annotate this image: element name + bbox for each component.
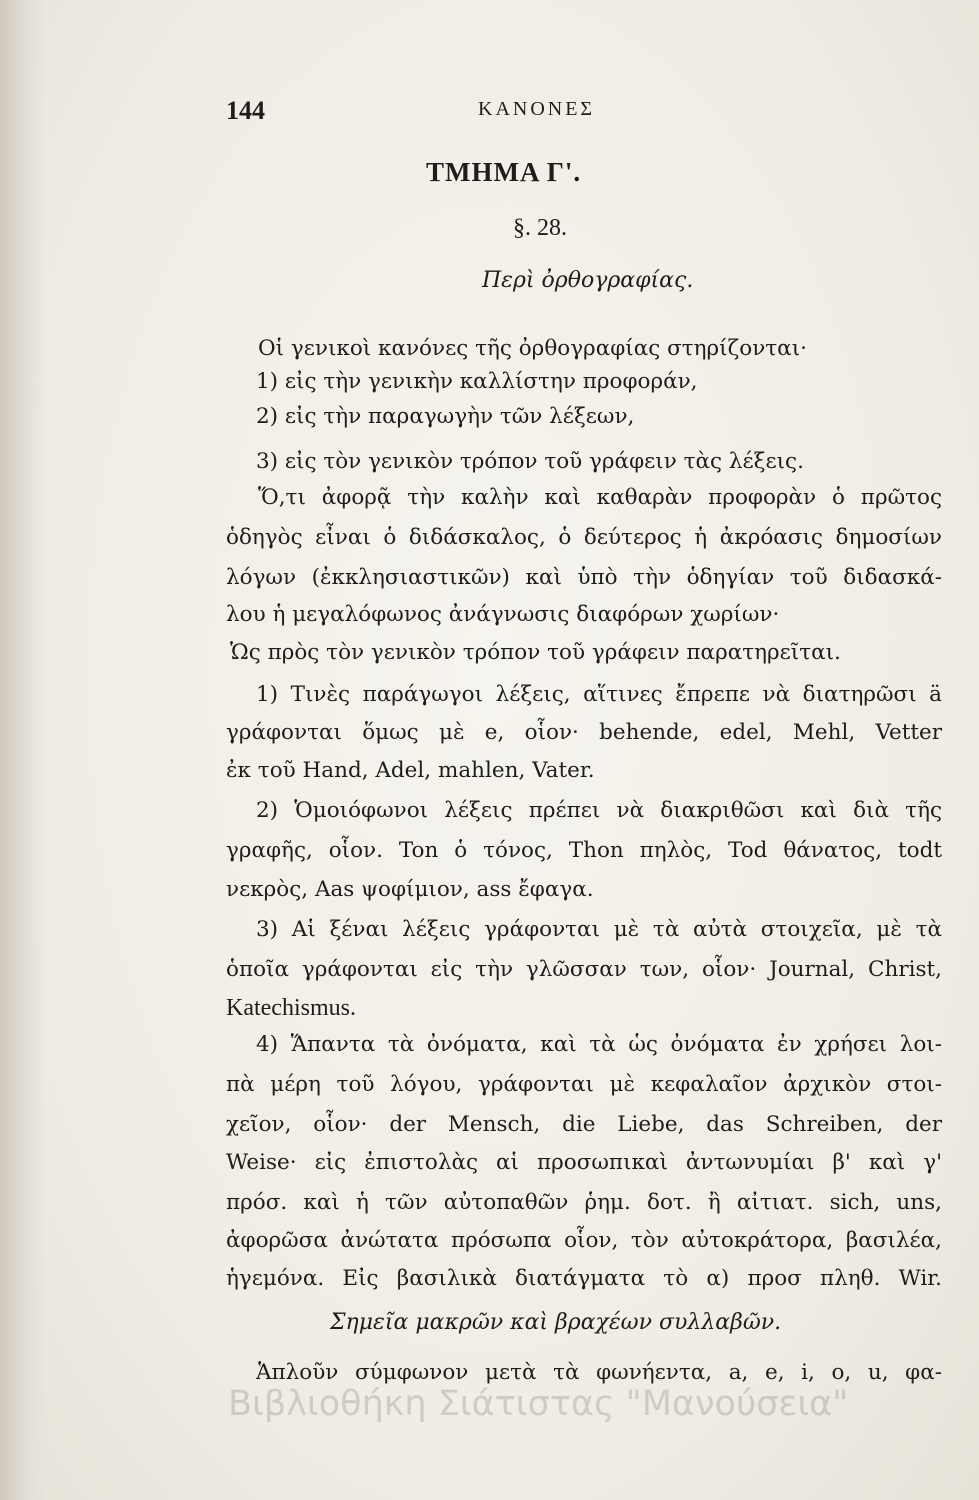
section-title: ΤΜΗΜΑ Γ'. bbox=[426, 157, 582, 187]
section-subtitle: Περὶ ὀρθογραφίας. bbox=[482, 268, 694, 293]
text-line: χεῖον, οἷον· der Mensch, die Liebe, das Schreiben, der bbox=[226, 1112, 942, 1137]
text-line: 4) Ἅπαντα τὰ ὀνόματα, καὶ τὰ ὡς ὀνόματα ἐν χρήσει λοι- bbox=[256, 1032, 942, 1057]
text-line: ἡγεμόνα. Εἰς βασιλικὰ διατάγματα τὸ α) προσ πληθ. Wir. bbox=[226, 1266, 942, 1291]
text-line: Ὡς πρὸς τὸν γενικὸν τρόπον τοῦ γράφειν παρατηρεῖται. bbox=[230, 640, 841, 665]
text-line: Ἁπλοῦν σύμφωνον μετὰ τὰ φωνήεντα, a, e, i, o, u, φα- bbox=[256, 1360, 942, 1385]
text-line: ὁδηγὸς εἶναι ὁ διδάσκαλος, ὁ δεύτερος ἡ ἀκρόασις δημοσίων bbox=[226, 525, 942, 550]
text-line: ὁποῖα γράφονται εἰς τὴν γλῶσσαν των, οἷον· Journal, Christ, bbox=[226, 957, 942, 982]
text-line: ἀφορῶσα ἀνώτατα πρόσωπα οἷον, τὸν αὐτοκράτορα, βασιλέα, bbox=[226, 1228, 942, 1253]
text-line: πρόσ. καὶ ἡ τῶν αὐτοπαθῶν ῥημ. δοτ. ἢ αἰτιατ. sich, uns, bbox=[226, 1190, 942, 1215]
text-line: 3) Αἱ ξέναι λέξεις γράφονται μὲ τὰ αὐτὰ στοιχεῖα, μὲ τὰ bbox=[256, 917, 942, 942]
text-line: 3) εἰς τὸν γενικὸν τρόπον τοῦ γράφειν τὰς λέξεις. bbox=[256, 449, 804, 474]
page-spine-shadow bbox=[0, 0, 46, 1500]
text-line: λόγων (ἐκκλησιαστικῶν) καὶ ὑπὸ τὴν ὁδηγίαν τοῦ διδασκά- bbox=[226, 565, 942, 590]
subsection-title: Σημεῖα μακρῶν καὶ βραχέων συλλαβῶν. bbox=[330, 1310, 782, 1335]
text-line: 2) εἰς τὴν παραγωγὴν τῶν λέξεων, bbox=[256, 404, 635, 429]
running-title: ΚΑΝΟΝΕΣ bbox=[478, 98, 596, 120]
text-line: Katechismus. bbox=[226, 995, 356, 1021]
text-line: Weise· εἰς ἐπιστολὰς αἱ προσωπικαὶ ἀντωνυμίαι β' καὶ γ' bbox=[226, 1150, 942, 1175]
text-line: 2) Ὁμοιόφωνοι λέξεις πρέπει νὰ διακριθῶσι καὶ διὰ τῆς bbox=[256, 798, 942, 823]
page-number: 144 bbox=[226, 96, 265, 125]
text-line: 1) εἰς τὴν γενικὴν καλλίστην προφοράν, bbox=[256, 369, 698, 394]
text-line: 1) Τινὲς παράγωγοι λέξεις, αἵτινες ἔπρεπε νὰ διατηρῶσι ä bbox=[256, 682, 942, 707]
text-line: Οἱ γενικοὶ κανόνες τῆς ὀρθογραφίας στηρίζονται· bbox=[258, 336, 807, 361]
library-watermark: Βιβλιοθήκη Σιάτιστας "Μανούσεια" bbox=[228, 1384, 849, 1424]
text-line: γραφῆς, οἷον. Ton ὁ τόνος, Thon πηλὸς, Tod θάνατος, todt bbox=[226, 838, 942, 863]
paragraph-number: §. 28. bbox=[513, 215, 567, 241]
text-line: λου ἡ μεγαλόφωνος ἀνάγνωσις διαφόρων χωρίων· bbox=[226, 602, 780, 627]
text-line: νεκρὸς, Aas ψοφίμιον, ass ἔφαγα. bbox=[226, 877, 594, 902]
text-line: ἐκ τοῦ Hand, Adel, mahlen, Vater. bbox=[226, 758, 595, 783]
text-line: Ὅ,τι ἀφορᾷ τὴν καλὴν καὶ καθαρὰν προφορὰν ὁ πρῶτος bbox=[258, 485, 942, 510]
text-line: γράφονται ὅμως μὲ e, οἷον· behende, edel, Mehl, Vetter bbox=[226, 720, 942, 745]
text-line: πὰ μέρη τοῦ λόγου, γράφονται μὲ κεφαλαῖον ἀρχικὸν στοι- bbox=[226, 1072, 942, 1097]
